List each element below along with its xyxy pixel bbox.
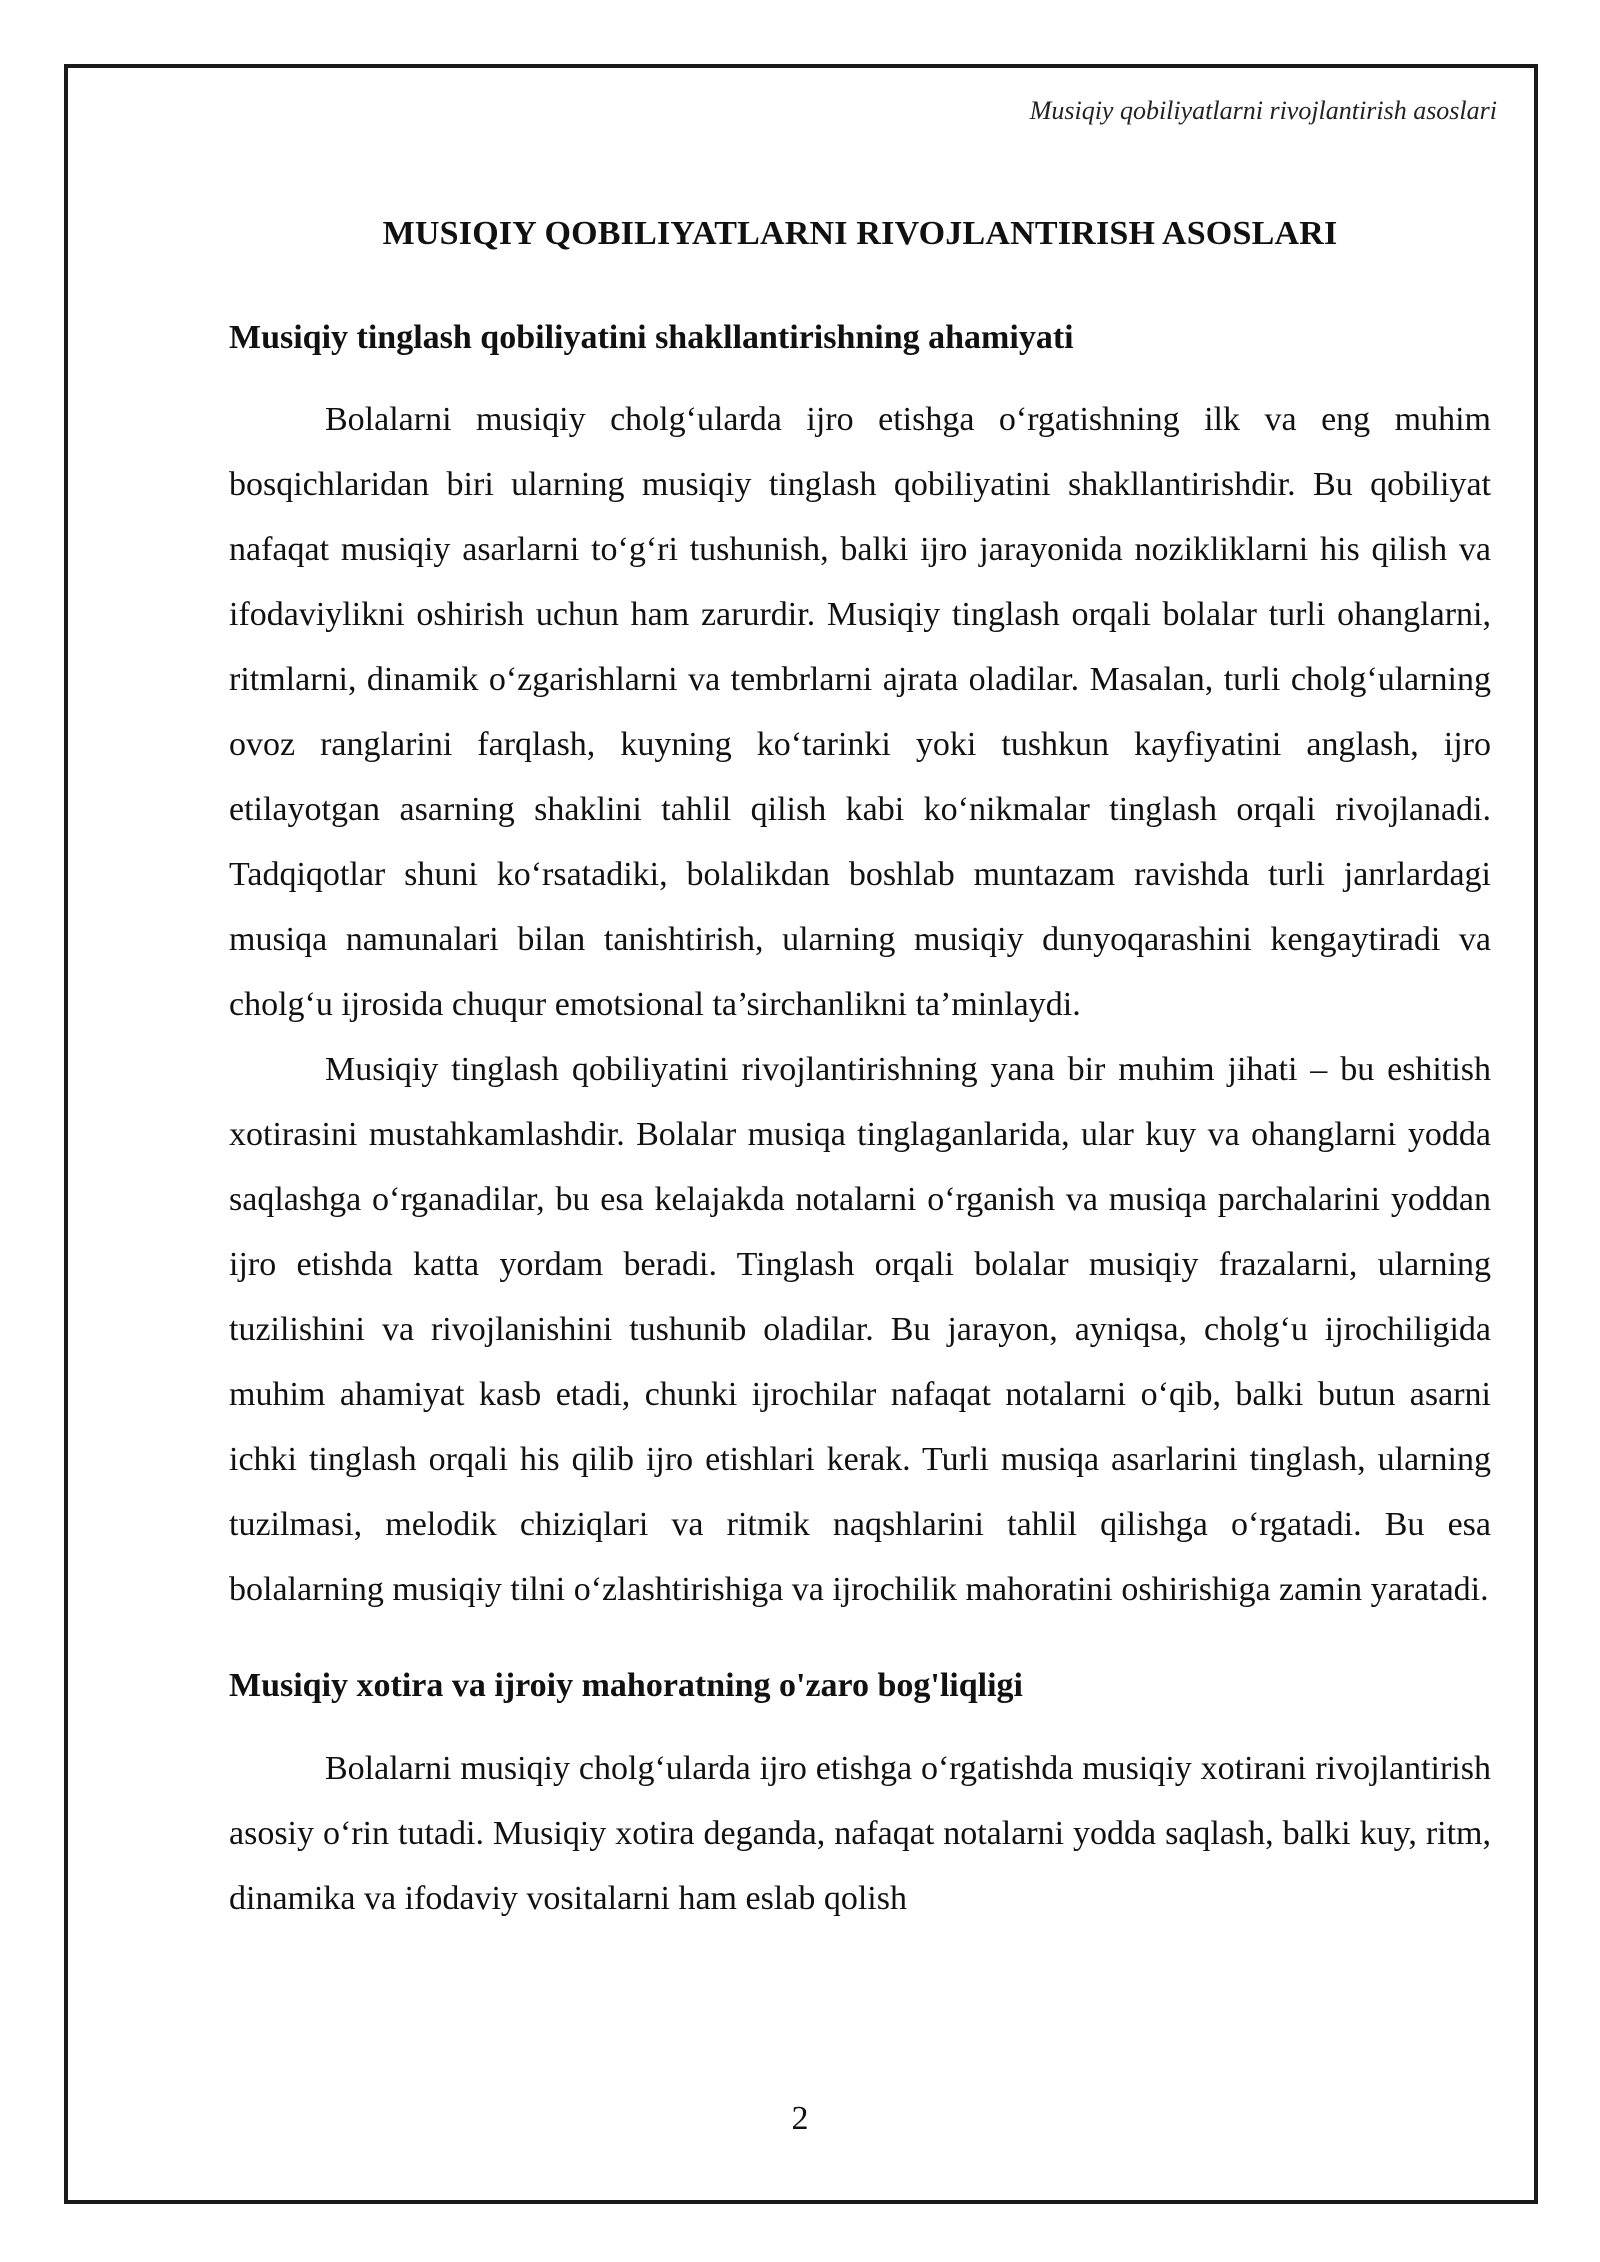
document-body bbox=[229, 210, 1491, 1931]
document-title: MUSIQIY QOBILIYATLARNI RIVOJLANTIRISH ASOSLARI bbox=[382, 215, 1338, 252]
page-number: 2 bbox=[791, 2100, 809, 2137]
section-heading: Musiqiy tinglash qobiliyatini shakllantirishning ahamiyati bbox=[229, 318, 1074, 356]
body-paragraph: Bolalarni musiqiy cholg‘ularda ijro etishga o‘rgatishning ilk va eng muhim bosqichlaridan biri ularning musiqiy tinglash qobiliyatini shakllantirishdir. Bu qobiliyat nafaqat musiqiy asarlarni to‘g‘ri tushunish, balki ijro jarayonida nozikliklarni his qilish va ifodaviylikni oshirish uchun ham zarurdir. Musiqiy tinglash orqali bolalar turli ohanglarni, ritmlarni, dinamik o‘zgarishlarni va tembrlarni ajrata oladilar. Masalan, turli cholg‘ularning ovoz ranglarini farqlash, kuyning ko‘tarinki yoki tushkun kayfiyatini anglash, ijro etilayotgan asarning shaklini tahlil qilish kabi ko‘nikmalar tinglash orqali rivojlanadi. Tadqiqotlar shuni ko‘rsatadiki, bolalikdan boshlab muntazam ravishda turli janrlardagi musiqa namunalari bilan tanishtirish, ularning musiqiy dunyoqarashini kengaytiradi va cholg‘u ijrosida chuqur emotsional ta’sirchanlikni ta’minlaydi. bbox=[229, 401, 1491, 1024]
section-heading: Musiqiy xotira va ijroiy mahoratning o'zaro bog'liqligi bbox=[229, 1667, 1024, 1705]
body-paragraph: Bolalarni musiqiy cholg‘ularda ijro etishga o‘rgatishda musiqiy xotirani rivojlantirish asosiy o‘rin tutadi. Musiqiy xotira deganda, nafaqat notalarni yodda saqlash, balki kuy, ritm, dinamika va ifodaviy vositalarni ham eslab qolish bbox=[229, 1749, 1491, 1917]
body-paragraph: Musiqiy tinglash qobiliyatini rivojlantirishning yana bir muhim jihati – bu eshitish xotirasini mustahkamlashdir. Bolalar musiqa tinglaganlarida, ular kuy va ohanglarni yodda saqlashga o‘rganadilar, bu esa kelajakda notalarni o‘rganish va musiqa parchalarini yoddan ijro etishda katta yordam beradi. Tinglash orqali bolalar musiqiy frazalarni, ularning tuzilishini va rivojlanishini tushunib oladilar. Bu jarayon, ayniqsa, cholg‘u ijrochiligida muhim ahamiyat kasb etadi, chunki ijrochilar nafaqat notalarni o‘qib, balki butun asarni ichki tinglash orqali his qilib ijro etishlari kerak. Turli musiqa asarlarini tinglash, ularning tuzilmasi, melodik chiziqlari va ritmik naqshlarini tahlil qilishga o‘rgatadi. Bu esa bolalarning musiqiy tilni o‘zlashtirishiga va ijrochilik mahoratini oshirishiga zamin yaratadi. bbox=[229, 1051, 1491, 1609]
running-header: Musiqiy qobiliyatlarni rivojlantirish asoslari bbox=[1029, 96, 1497, 125]
